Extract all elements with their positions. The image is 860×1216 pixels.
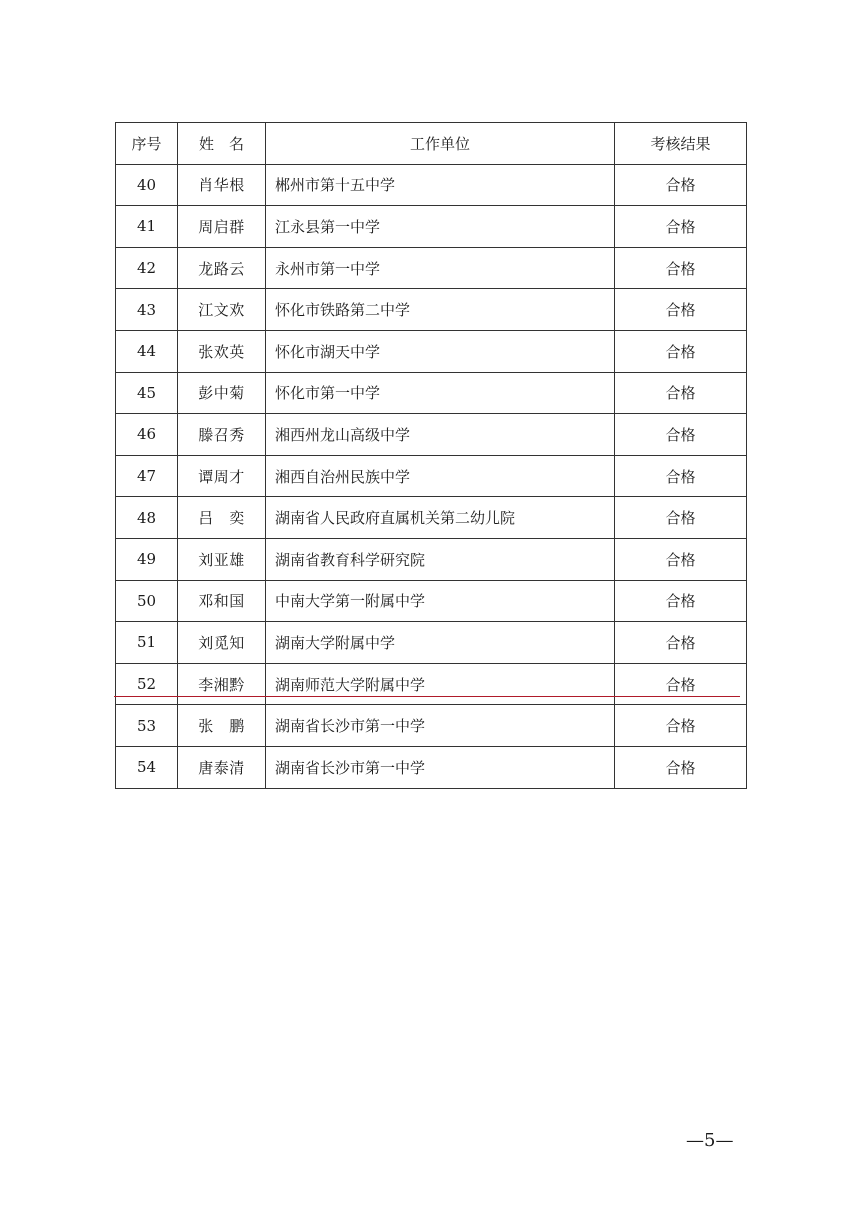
row-name-cell: 周启群	[178, 206, 266, 248]
row-work-unit-cell: 湖南省教育科学研究院	[266, 538, 615, 580]
table-body	[116, 164, 747, 788]
row-result-cell: 合格	[615, 206, 747, 248]
row-name-cell: 谭周才	[178, 455, 266, 497]
row-result-cell: 合格	[615, 414, 747, 456]
row-work-unit-cell: 江永县第一中学	[266, 206, 615, 248]
row-work-unit-cell: 中南大学第一附属中学	[266, 580, 615, 622]
table-row	[116, 372, 747, 414]
table-row	[116, 705, 747, 747]
row-index-cell: 50	[116, 580, 178, 622]
row-index-cell: 43	[116, 289, 178, 331]
row-result-cell: 合格	[615, 247, 747, 289]
row-index-cell: 49	[116, 538, 178, 580]
row-name-cell: 刘亚雄	[178, 538, 266, 580]
table-header	[116, 123, 747, 165]
row-result-cell: 合格	[615, 330, 747, 372]
table-row	[116, 330, 747, 372]
table-row	[116, 247, 747, 289]
row-name-cell: 张欢英	[178, 330, 266, 372]
table-row	[116, 497, 747, 539]
table-row	[116, 746, 747, 788]
row-name-cell: 龙路云	[178, 247, 266, 289]
row-work-unit-cell: 郴州市第十五中学	[266, 164, 615, 206]
table-row	[116, 663, 747, 705]
row-result-cell: 合格	[615, 663, 747, 705]
row-name-cell: 彭中菊	[178, 372, 266, 414]
row-work-unit-cell: 永州市第一中学	[266, 247, 615, 289]
row-work-unit-cell: 湖南省长沙市第一中学	[266, 746, 615, 788]
row-index-cell: 46	[116, 414, 178, 456]
header-result: 考核结果	[615, 123, 747, 165]
row-work-unit-cell: 湘西州龙山高级中学	[266, 414, 615, 456]
header-name: 姓 名	[178, 123, 266, 165]
row-result-cell: 合格	[615, 580, 747, 622]
table-row	[116, 622, 747, 664]
table-row	[116, 538, 747, 580]
row-index-cell: 47	[116, 455, 178, 497]
row-name-cell: 唐泰清	[178, 746, 266, 788]
row-work-unit-cell: 湖南省人民政府直属机关第二幼儿院	[266, 497, 615, 539]
row-index-cell: 54	[116, 746, 178, 788]
row-result-cell: 合格	[615, 289, 747, 331]
row-name-cell: 肖华根	[178, 164, 266, 206]
row-name-cell: 张 鹏	[178, 705, 266, 747]
row-result-cell: 合格	[615, 164, 747, 206]
row-name-cell: 江文欢	[178, 289, 266, 331]
row-index-cell: 45	[116, 372, 178, 414]
assessment-results-table	[115, 122, 747, 789]
header-work-unit: 工作单位	[266, 123, 615, 165]
row-index-cell: 44	[116, 330, 178, 372]
page-number: —5—	[686, 1130, 734, 1151]
row-name-cell: 李湘黔	[178, 663, 266, 705]
row-work-unit-cell: 怀化市湖天中学	[266, 330, 615, 372]
row-work-unit-cell: 湖南师范大学附属中学	[266, 663, 615, 705]
row-result-cell: 合格	[615, 622, 747, 664]
row-work-unit-cell: 湘西自治州民族中学	[266, 455, 615, 497]
row-work-unit-cell: 怀化市第一中学	[266, 372, 615, 414]
row-work-unit-cell: 湖南省长沙市第一中学	[266, 705, 615, 747]
row-result-cell: 合格	[615, 455, 747, 497]
header-index: 序号	[116, 123, 178, 165]
row-work-unit-cell: 湖南大学附属中学	[266, 622, 615, 664]
row-name-cell: 刘觅知	[178, 622, 266, 664]
table-row	[116, 580, 747, 622]
row-name-cell: 邓和国	[178, 580, 266, 622]
row-result-cell: 合格	[615, 372, 747, 414]
row-name-cell: 滕召秀	[178, 414, 266, 456]
row-result-cell: 合格	[615, 705, 747, 747]
row-name-cell: 吕 奕	[178, 497, 266, 539]
table-row	[116, 414, 747, 456]
row-index-cell: 48	[116, 497, 178, 539]
table-row	[116, 164, 747, 206]
red-rule-line	[114, 696, 740, 697]
row-result-cell: 合格	[615, 538, 747, 580]
row-result-cell: 合格	[615, 497, 747, 539]
row-work-unit-cell: 怀化市铁路第二中学	[266, 289, 615, 331]
row-index-cell: 53	[116, 705, 178, 747]
row-index-cell: 40	[116, 164, 178, 206]
table-row	[116, 206, 747, 248]
row-index-cell: 51	[116, 622, 178, 664]
table-row	[116, 455, 747, 497]
table-header-row	[116, 123, 747, 165]
row-index-cell: 41	[116, 206, 178, 248]
row-index-cell: 42	[116, 247, 178, 289]
row-index-cell: 52	[116, 663, 178, 705]
table-row	[116, 289, 747, 331]
row-result-cell: 合格	[615, 746, 747, 788]
